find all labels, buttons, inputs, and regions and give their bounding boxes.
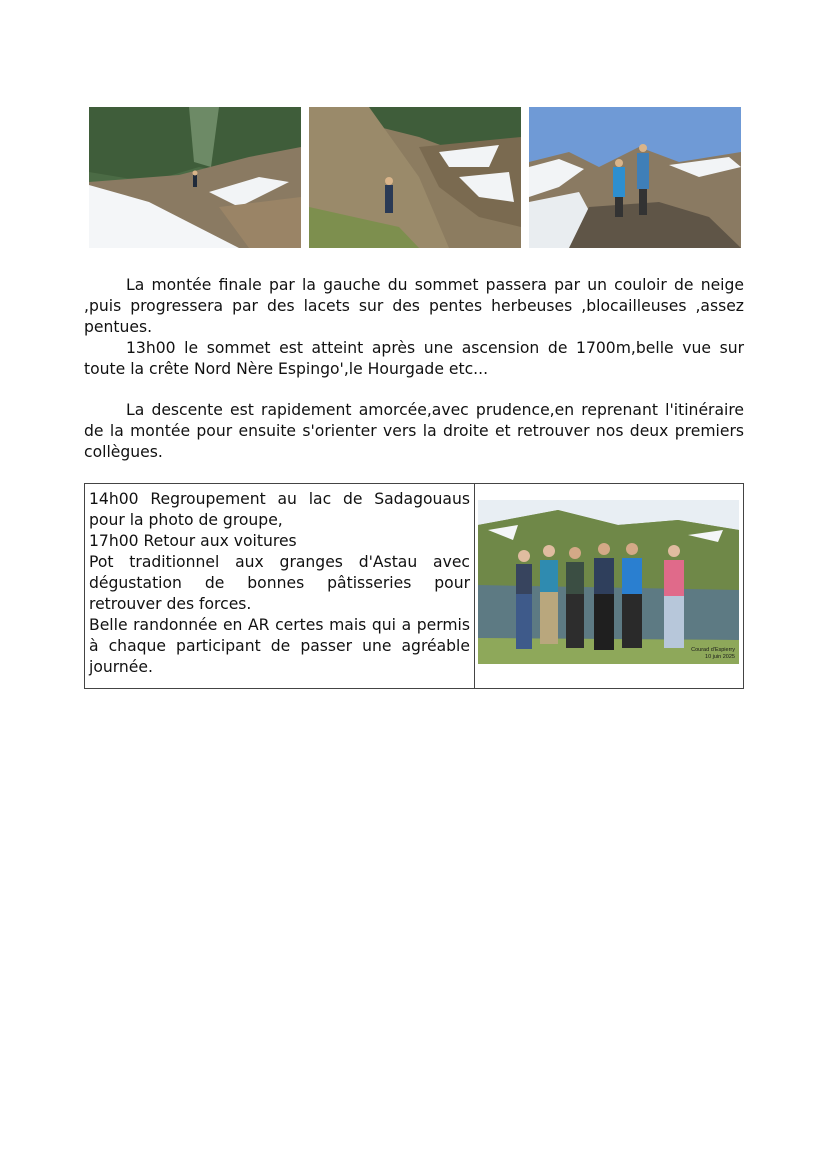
info-table	[84, 483, 744, 689]
photo-caption-date: 10 juin 2025	[705, 654, 735, 660]
photo-hiker-rocky-slope	[309, 107, 521, 248]
info-text-cell	[89, 489, 470, 678]
info-line-return: 17h00 Retour aux voitures	[89, 532, 297, 550]
info-line-pot: Pot traditionnel aux granges d'Astau avec dégustation de bonnes pâtisseries pour retrouver des forces.	[89, 553, 470, 613]
photo-group-lake	[478, 500, 739, 664]
body-text-top	[84, 275, 744, 380]
photo-two-hikers-summit	[529, 107, 741, 248]
body-text-descent	[84, 400, 744, 463]
info-line-regroup: 14h00 Regroupement au lac de Sadagouaus pour la photo de groupe,	[89, 490, 470, 529]
info-line-conclusion: Belle randonnée en AR certes mais qui a permis à chaque participant de passer une agréable journée.	[89, 616, 470, 676]
photo-caption	[691, 647, 735, 661]
table-divider	[474, 484, 475, 688]
paragraph-final-ascent: La montée finale par la gauche du sommet passera par un couloir de neige ,puis progressera par des lacets sur des pentes herbeuses ,blocailleuses ,assez pentues.	[84, 276, 744, 336]
paragraph-summit: 13h00 le sommet est atteint après une ascension de 1700m,belle vue sur toute la crête Nord Nère Espingo',le Hourgade etc...	[84, 339, 744, 378]
photo-hiker-snowy-ridge	[89, 107, 301, 248]
paragraph-descent: La descente est rapidement amorcée,avec prudence,en reprenant l'itinéraire de la montée pour ensuite s'orienter vers la droite et retrouver nos deux premiers collègues.	[84, 401, 744, 461]
photo-caption-location: Courad d'Espierry	[691, 647, 735, 653]
